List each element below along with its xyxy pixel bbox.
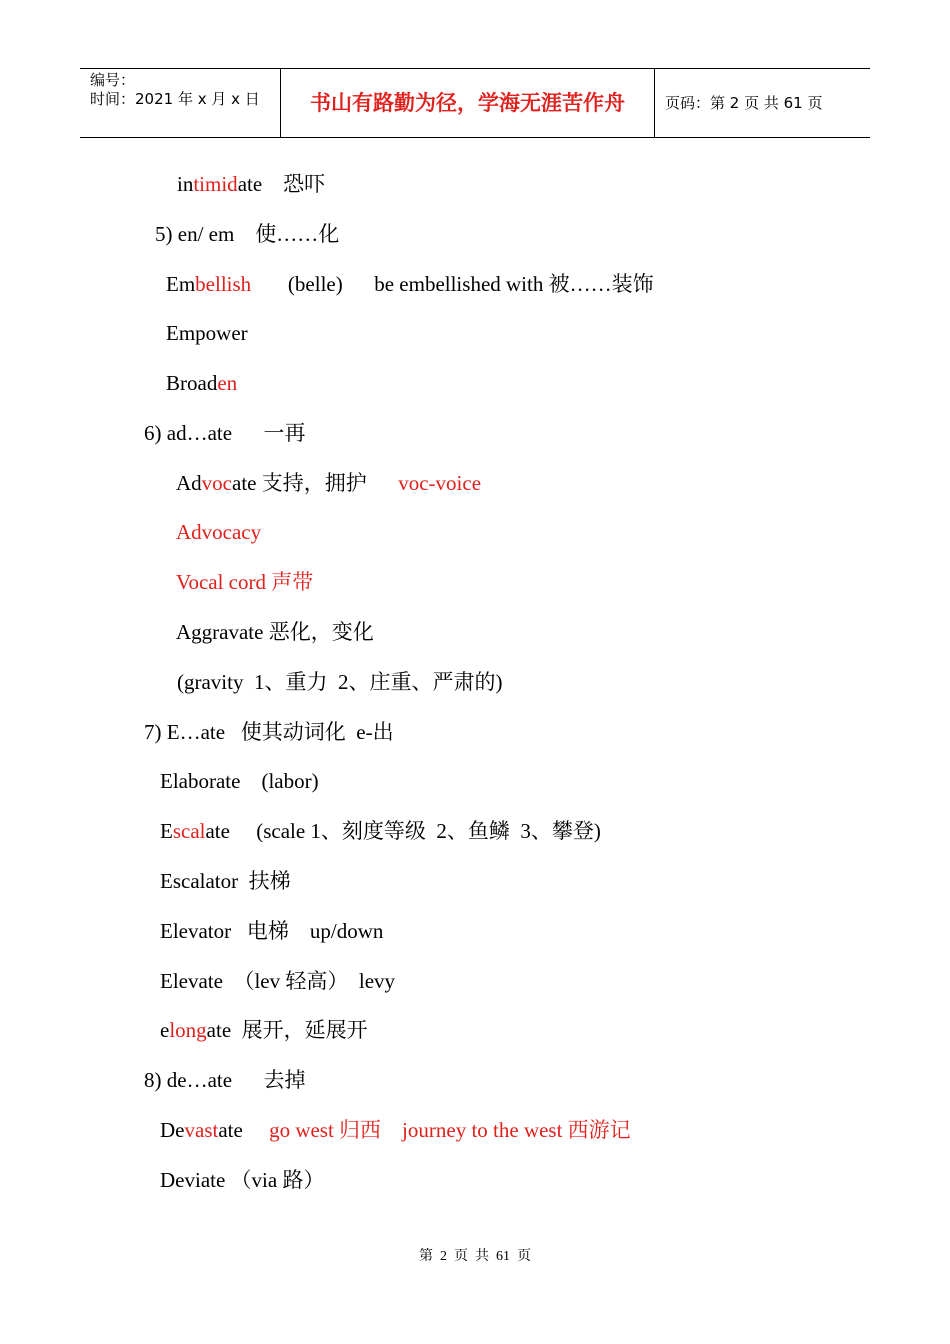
line-text: (gravity 1、重力 2、庄重、严肃的)	[177, 670, 503, 694]
line-text: Empower	[166, 321, 248, 345]
line-text: Deviate （via 路）	[160, 1168, 325, 1192]
line-text: Escalator 扶梯	[160, 869, 291, 893]
line-text: E	[160, 819, 173, 843]
text-line	[176, 519, 261, 545]
text-line	[177, 171, 325, 197]
line-text: (belle) be embellished with 被……装饰	[251, 272, 654, 296]
line-text: Elevator 电梯 up/down	[160, 919, 384, 943]
line-text: 7) E…ate 使其动词化 e-出	[144, 720, 394, 744]
line-text: De	[160, 1118, 185, 1142]
text-line	[166, 370, 237, 396]
line-text: ate 恐吓	[237, 172, 326, 196]
highlight-text: timid	[193, 172, 238, 196]
line-text: ate	[218, 1118, 270, 1142]
text-line	[144, 1067, 306, 1093]
document-header	[80, 68, 870, 138]
text-line	[160, 868, 291, 894]
line-text: Broad	[166, 371, 218, 395]
text-line	[177, 669, 502, 695]
page-footer: 第 2 页 共 61 页	[419, 1249, 531, 1264]
highlight-text: go west 归西 journey to the west 西游记	[269, 1118, 631, 1142]
header-left-cell	[80, 69, 281, 137]
line-text: Em	[166, 272, 196, 296]
number-label: 编号：	[90, 71, 136, 89]
line-text: ate 展开，延展开	[206, 1018, 368, 1042]
text-line	[160, 1017, 368, 1043]
highlight-text: scal	[172, 819, 206, 843]
text-line	[160, 768, 319, 794]
text-line	[144, 719, 394, 745]
time-label: 时间：2021 年 x 月 x 日	[90, 90, 260, 108]
text-line	[160, 968, 395, 994]
highlight-text: vast	[184, 1118, 219, 1142]
highlight-text: long	[169, 1018, 207, 1042]
line-text: Elaborate (labor)	[160, 769, 319, 793]
text-line	[160, 1117, 631, 1143]
line-text: 8) de…ate 去掉	[144, 1068, 306, 1092]
highlight-text: Vocal cord 声带	[176, 570, 314, 594]
line-text: ate (scale 1、刻度等级 2、鱼鳞 3、攀登)	[205, 819, 601, 843]
highlight-text: Advocacy	[176, 520, 262, 544]
highlight-text: en	[217, 371, 238, 395]
text-line	[160, 918, 383, 944]
line-text: Aggravate 恶化，变化	[176, 620, 374, 644]
highlight-text: voc-voice	[398, 471, 482, 495]
text-line	[166, 271, 654, 297]
text-line	[155, 221, 339, 247]
line-text: 5) en/ em 使……化	[155, 222, 340, 246]
line-text: in	[177, 172, 194, 196]
line-text: 6) ad…ate 一再	[144, 421, 306, 445]
motto: 书山有路勤为径，学海无涯苦作舟	[281, 69, 655, 137]
text-line	[160, 1167, 324, 1193]
highlight-text: bellish	[195, 272, 252, 296]
text-line	[144, 420, 306, 446]
line-text: Elevate （lev 轻高） levy	[160, 969, 396, 993]
text-line	[166, 320, 248, 346]
page-info: 页码：第 2 页 共 61 页	[665, 94, 823, 112]
line-text: e	[160, 1018, 170, 1042]
text-line	[176, 619, 374, 645]
text-line	[176, 569, 313, 595]
line-text: Ad	[176, 471, 202, 495]
line-text: ate 支持，拥护	[232, 471, 399, 495]
text-line	[176, 470, 481, 496]
text-line	[160, 818, 601, 844]
highlight-text: voc	[201, 471, 232, 495]
